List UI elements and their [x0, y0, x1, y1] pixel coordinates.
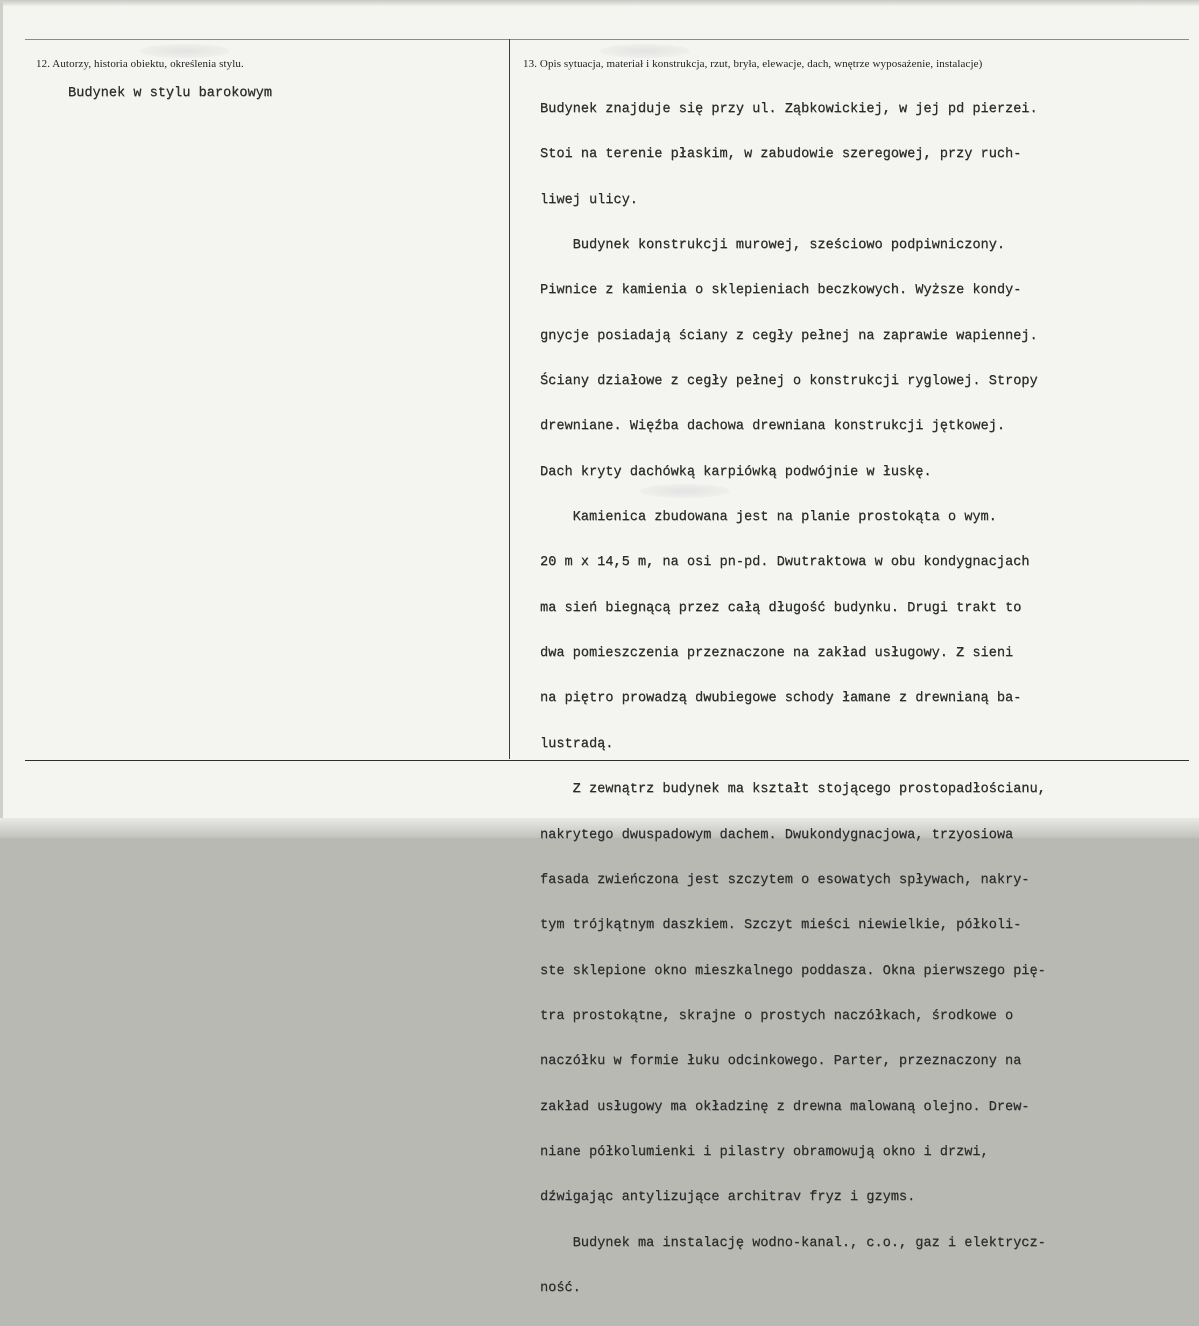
text-line: dwa pomieszczenia przeznaczone na zakład usługowy. Z sieni — [540, 646, 1014, 662]
text-line: ma sień biegnącą przez całą długość budynku. Drugi trakt to — [540, 600, 1022, 616]
text-line: Dach kryty dachówką karpiówką podwójnie w łuskę. — [540, 464, 932, 480]
text-line: niane półkolumienki i pilastry obramowują okno i drzwi, — [540, 1144, 989, 1160]
text-line: drewniane. Więźba dachowa drewniana konstrukcji jętkowej. — [540, 419, 1005, 435]
text-line: 20 m x 14,5 m, na osi pn-pd. Dwutraktowa w obu kondygnacjach — [540, 555, 1030, 571]
text-line: liwej ulicy. — [540, 192, 638, 208]
text-line: Kamienica zbudowana jest na planie prostokąta o wym. — [540, 510, 997, 526]
text-line: fasada zwieńczona jest szczytem o esowatych spływach, nakry- — [540, 872, 1030, 888]
text-line: tra prostokątne, skrajne o prostych naczółkach, środkowe o — [540, 1008, 1014, 1024]
text-line: nakrytego dwuspadowym dachem. Dwukondygnacjowa, trzyosiowa — [540, 827, 1014, 843]
text-line: gnycje posiadają ściany z cegły pełnej na zaprawie wapiennej. — [540, 328, 1038, 344]
form-top-rule — [25, 39, 1189, 40]
field-12-label: 12. Autorzy, historia obiektu, określenia stylu. — [36, 58, 244, 70]
ink-smudge — [600, 44, 690, 58]
text-line: lustradą. — [540, 736, 614, 752]
ink-smudge — [140, 44, 230, 58]
text-line: na piętro prowadzą dwubiegowe schody łamane z drewnianą ba- — [540, 691, 1022, 707]
text-line: Budynek ma instalację wodno-kanal., c.o., gaz i elektrycz- — [540, 1235, 1046, 1251]
text-line: ste sklepione okno mieszkalnego poddasza. Okna pierwszego pię- — [540, 963, 1046, 979]
field-12-typed-text: Budynek w stylu barokowym — [68, 86, 272, 101]
text-line: tym trójkątnym daszkiem. Szczyt mieści niewielkie, półkoli- — [540, 918, 1022, 934]
text-line: Budynek znajduje się przy ul. Ząbkowickiej, w jej pd pierzei. — [540, 102, 1038, 117]
column-divider — [509, 39, 510, 759]
text-line: Stoi na terenie płaskim, w zabudowie szeregowej, przy ruch- — [540, 147, 1022, 163]
field-13-typed-text — [540, 72, 1186, 1326]
text-line: dźwigając antylizujące architrav fryz i gzyms. — [540, 1190, 916, 1206]
text-line: Budynek konstrukcji murowej, sześciowo podpiwniczony. — [540, 238, 1005, 254]
text-line: zakład usługowy ma okładzinę z drewna malowaną olejno. Drew- — [540, 1099, 1030, 1115]
field-13-label: 13. Opis sytuacja, materiał i konstrukcja, rzut, bryła, elewacje, dach, wnętrze wyposażenie, instalacje) — [523, 58, 983, 70]
text-line: Piwnice z kamienia o sklepieniach beczkowych. Wyższe kondy- — [540, 283, 1022, 299]
text-line: ność. — [540, 1280, 581, 1296]
sheet-left-edge — [0, 0, 3, 838]
text-line: Z zewnątrz budynek ma kształt stojącego prostopadłościanu, — [540, 782, 1046, 798]
text-line: Ściany działowe z cegły pełnej o konstrukcji ryglowej. Stropy — [540, 374, 1038, 390]
text-line: naczółku w formie łuku odcinkowego. Parter, przeznaczony na — [540, 1054, 1022, 1070]
sheet-top-edge — [0, 0, 1199, 6]
